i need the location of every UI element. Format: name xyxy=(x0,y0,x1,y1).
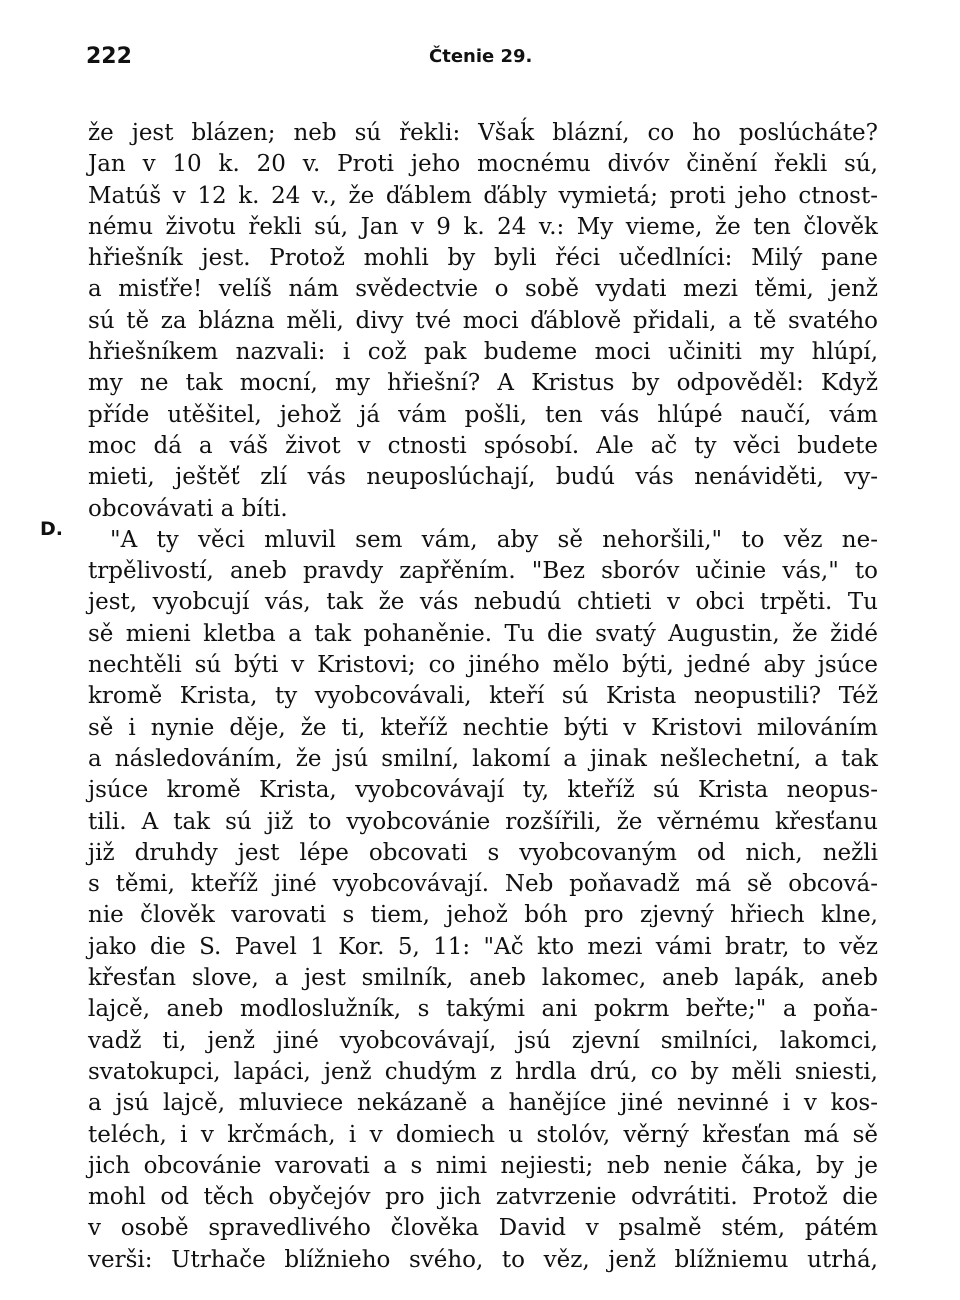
text-line: mohl od těch obyčejóv pro jich zatvrzenie odvrátiti. Protož die xyxy=(88,1184,878,1211)
text-line: Jan v 10 k. 20 v. Proti jeho mocnému divóv činění řekli sú, xyxy=(88,151,878,178)
text-line: teléch, i v krčmách, i v domiech u stolóv, věrný křesťan má sě xyxy=(88,1121,878,1148)
text-line: moc dá a váš život v ctnosti spósobí. Ale ač ty věci budete xyxy=(88,432,878,459)
text-line: "A ty věci mluvil sem vám, aby sě nehoršili," to věz ne- xyxy=(110,526,878,553)
text-line: sě mieni kletba a tak pohaněnie. Tu die svatý Augustin, že židé xyxy=(88,620,878,647)
text-line: verši: Utrhače blížnieho svého, to věz, jenž blížniemu utrhá, xyxy=(88,1246,878,1273)
text-line: křesťan slove, a jest smilník, aneb lakomec, aneb lapák, aneb xyxy=(88,965,878,992)
page-number: 222 xyxy=(86,44,132,69)
text-line: nie člověk varovati s tiem, jehož bóh pro zjevný hřiech klne, xyxy=(88,902,878,929)
text-line: svatokupci, lapáci, jenž chudým z hrdla drú, co by měli sniesti, xyxy=(88,1058,878,1085)
text-line: a následováním, že jsú smilní, lakomí a jinak nešlechetní, a tak xyxy=(88,745,878,772)
text-line: mieti, ještěť zlí vás neuposlúchají, budú vás nenáviděti, vy- xyxy=(88,464,878,491)
text-line: kromě Krista, ty vyobcovávali, kteří sú Krista neopustili? Též xyxy=(88,683,878,710)
body-text xyxy=(88,118,878,1276)
text-line: nému životu řekli sú, Jan v 9 k. 24 v.: My vieme, že ten člověk xyxy=(88,213,878,240)
running-title: Čtenie 29. xyxy=(429,46,533,67)
text-line: jako die S. Pavel 1 Kor. 5, 11: "Ač kto mezi vámi bratr, to věz xyxy=(88,933,878,960)
text-line: že jest blázen; neb sú řekli: Všaḱ blázní, co ho poslúcháte? xyxy=(88,120,878,146)
text-line: my ne tak mocní, my hřiešní? A Kristus by odpověděl: Když xyxy=(88,370,878,397)
text-line: jsúce kromě Krista, vyobcovávají ty, kteříž sú Krista neopus- xyxy=(88,777,878,804)
text-line: příde utěšitel, jehož já vám pošli, ten vás hlúpé naučí, vám xyxy=(88,401,878,428)
text-line: hřiešník jest. Protož mohli by byli řéci učedlníci: Milý pane xyxy=(88,245,878,272)
text-line: již druhdy jest lépe obcovati s vyobcovaným od nich, nežli xyxy=(88,839,878,866)
text-line: trpělivostí, aneb pravdy zapřěním. "Bez sboróv učinie vás," to xyxy=(88,558,878,585)
text-line: s těmi, kteříž jiné vyobcovávají. Neb poňavadž má sě obcová- xyxy=(88,871,878,898)
text-line: a misťře! velíš nám svědectvie o sobě vydati mezi těmi, jenž xyxy=(88,276,878,303)
text-line: sú tě za blázna měli, divy tvé moci ďáblově přidali, a tě svatého xyxy=(88,307,878,334)
margin-section-mark: D. xyxy=(40,518,63,540)
text-line: sě i nynie děje, že ti, kteříž nechtie býti v Kristovi milováním xyxy=(88,714,878,741)
text-line: vadž ti, jenž jiné vyobcovávají, jsú zjevní smilníci, lakomci, xyxy=(88,1027,878,1054)
text-line: jich obcovánie varovati a s nimi nejiesti; neb nenie čáka, by je xyxy=(88,1152,878,1179)
text-line: tili. A tak sú již to vyobcovánie rozšířili, že věrnému křesťanu xyxy=(88,808,878,835)
text-line: lajcě, aneb modloslužník, s takými ani pokrm beřte;" a poňa- xyxy=(88,996,878,1023)
text-line: v osobě spravedlivého člověka David v psalmě stém, pátém xyxy=(88,1215,878,1242)
text-line: hřiešníkem nazvali: i což pak budeme moci učiniti my hlúpí, xyxy=(88,339,878,366)
text-line: Matúš v 12 k. 24 v., že ďáblem ďábly vymietá; proti jeho ctnost- xyxy=(88,182,878,209)
text-line: nechtěli sú býti v Kristovi; co jiného mělo býti, jedné aby jsúce xyxy=(88,652,878,679)
text-line: obcovávati a bíti. xyxy=(88,495,288,522)
page-header xyxy=(86,44,876,78)
text-line: jest, vyobcují vás, tak že vás nebudú chtieti v obci trpěti. Tu xyxy=(88,589,878,616)
text-line: a jsú lajcě, mluviece nekázaně a hanějíce jiné nevinné i v kos- xyxy=(88,1090,878,1117)
